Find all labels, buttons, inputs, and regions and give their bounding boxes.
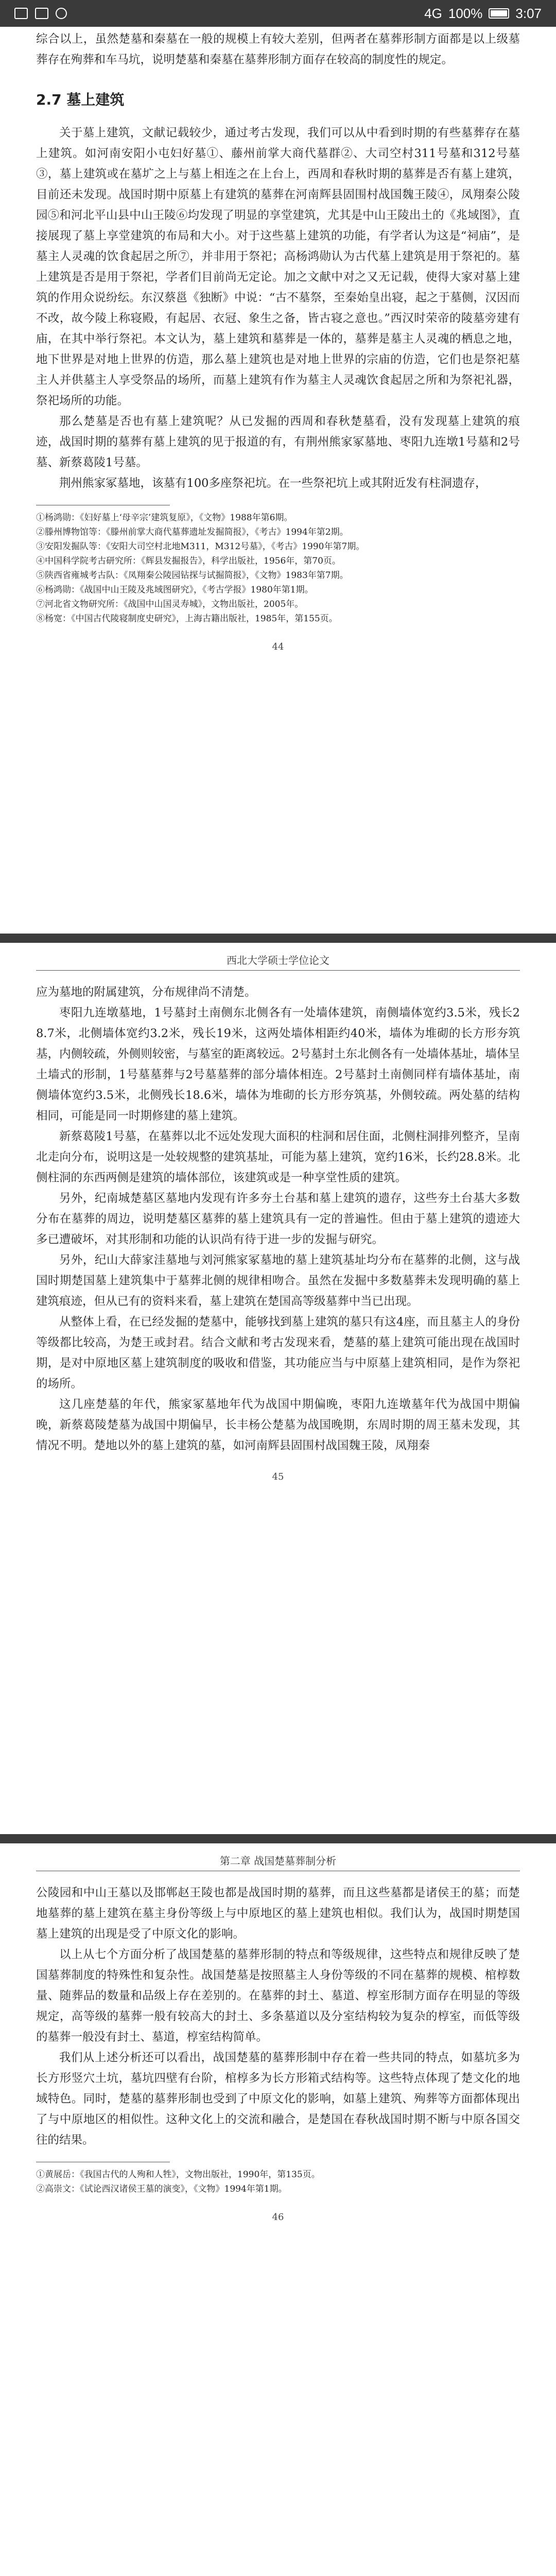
body-paragraph: 荆州熊家冢墓地，该墓有100多座祭祀坑。在一些祭祀坑上或其附近发有柱洞遗存，	[59, 477, 487, 490]
body-paragraph: 新蔡葛陵1号墓，在墓葬以北不远处发现大面积的柱洞和居住面，北侧柱洞排列整齐，呈南北走向分布，说明这是一处较规整的建筑基址，可能为墓上建筑，宽约16米，长约28.8米。北侧柱洞的东西两侧是建筑的墙体部位，该建筑或是一种享堂性质的建筑。	[36, 1130, 520, 1184]
footnote: ⑦河北省文物研究所：《战国中山国灵寿城》，文物出版社，2005年。	[36, 599, 304, 609]
running-header: 西北大学硕士学位论文	[36, 943, 520, 971]
footnote: ⑤陕西省雍城考古队：《凤翔秦公陵园钻探与试掘简报》，《文物》1983年第7期。	[36, 570, 349, 581]
footnote: ②滕州博物馆等：《滕州前掌大商代墓葬遗址发掘简报》，《考古》1994年第2期。	[36, 527, 349, 537]
footnote: ②高崇文：《试论西汉诸侯王墓的演变》，《文物》1994年第1期。	[36, 2184, 287, 2194]
notification-icon	[14, 8, 28, 19]
battery-icon	[489, 8, 509, 19]
status-bar	[0, 0, 556, 27]
image-icon	[35, 8, 48, 19]
body-paragraph: 应为墓地的附属建筑，分布规律尚不清楚。	[36, 986, 256, 999]
page-number: 46	[272, 2212, 284, 2223]
footnote: ③安阳发掘队等：《安阳大司空村北地M311，M312号墓》，《考古》1990年第7期。	[36, 541, 365, 552]
body-paragraph: 另外，纪南城楚墓区墓地内发现有许多夯土台基和墓上建筑的遗存，这些夯土台基大多数分布在墓葬的周边，说明楚墓区墓葬的墓上建筑具有一定的普遍性。但由于墓上建筑的遗迹大多已遭破坏，对其形制和功能的认识尚有待于进一步的发掘与研究。	[36, 1192, 520, 1246]
page-number: 44	[272, 641, 284, 652]
document-page-45	[0, 943, 556, 1834]
body-paragraph: 另外，纪山大薛家洼墓地与刘河熊家冢墓地的墓上建筑基址均分布在墓葬的北侧，这与战国时期楚国墓上建筑集中于墓葬北侧的规律相吻合。虽然在发掘中多数墓葬未发现明确的墓上建筑痕迹，但从已有的资料来看，墓上建筑在楚国高等级墓葬中当已出现。	[36, 1253, 520, 1308]
body-paragraph: 我们从上述分析还可以看出，战国楚墓的墓葬形制中存在着一些共同的特点，如墓坑多为长方形竖穴土坑，墓坑四壁有台阶，棺椁多为长方形箱式结构等。这些特点体现了楚文化的地域特色。同时，楚墓的墓葬形制也受到了中原文化的影响，如墓上建筑、殉葬等方面都体现出了与中原地区的相似性。这种文化上的交流和融合，是楚国在春秋战国时期不断与中原各国交往的结果。	[36, 2051, 520, 2147]
body-paragraph: 这几座楚墓的年代，熊家冢墓地年代为战国中期偏晚，枣阳九连墩墓年代为战国中期偏晚，新蔡葛陵楚墓为战国中期偏早，长丰杨公楚墓为战国晚期，东周时期的周王墓未发现，其情况不明。楚地以外的墓上建筑的墓，如河南辉县固围村战国魏王陵，凤翔秦	[36, 1398, 520, 1452]
body-paragraph: 公陵园和中山王墓以及邯郸赵王陵也都是战国时期的墓葬，而且这些墓都是诸侯王的墓；而楚地墓葬的墓上建筑在墓主身份等级上与中原地区的墓上建筑也相似。我们认为，战国时期楚国墓上建筑的出现是受了中原文化的影响。	[36, 1886, 520, 1941]
body-paragraph: 以上从七个方面分析了战国楚墓的墓葬形制的特点和等级规律，这些特点和规律反映了楚国墓葬制度的特殊性和复杂性。战国楚墓是按照墓主人身份等级的不同在墓葬的规模、棺椁数量、随葬品的数量和品级上存在差别的。在墓葬的封土、墓道、椁室形制方面存在明显的等级规定，高等级的墓葬一般有较高大的封土、多条墓道以及分室结构较为复杂的椁室，而低等级的墓葬一般没有封土、墓道，椁室结构简单。	[36, 1948, 520, 2044]
body-paragraph: 关于墓上建筑，文献记载较少，通过考古发现，我们可以从中看到时期的有些墓葬存在墓上建筑。如河南安阳小屯妇好墓①、藤州前掌大商代墓群②、大司空村311号墓和312号墓③，墓上建筑或在墓圹之上与墓上相连之在上台上，西周和春秋时期的墓葬是否有墓上建筑，目前还未发现。战国时期中原墓上有建筑的墓葬在河南辉县固围村战国魏王陵④，凤翔秦公陵园⑤和河北平山县中山王陵⑥均发现了明显的享堂建筑，尤其是中山王陵出土的《兆域图》，直接展现了墓上享堂建筑的布局和大小。对于这些墓上建筑的功能，有学者认为这是“祠庙”，是墓主人灵魂的饮食起居之所⑦，并非用于祭祀；高杨鸿勋认为古代墓上建筑是用于祭祀的。墓上建筑是否是用于祭祀，学者们目前尚无定论。加之文献中对之又无记载，使得大家对墓上建筑的作用众说纷纭。东汉蔡邕《独断》中说：“古不墓祭，至秦始皇出寝，起之于墓侧，汉因而不改，故今陵上称寝殿，有起居、衣冠、象生之备，皆古寝之意也。”西汉时荣帝的陵墓旁建有庙，在其中举行祭祀。本文认为，墓上建筑和墓葬是一体的，墓葬是墓主人灵魂的栖息之地，地下世界是对地上世界的仿造，那么墓上建筑也是对地上世界的宗庙的仿造，它们也是祭祀墓主人并供墓主人享受祭品的场所，而墓上建筑有作为墓主人灵魂饮食起居之所和为祭祀礼器，祭祀场所的功能。	[36, 126, 520, 408]
clock: 3:07	[515, 5, 542, 21]
body-paragraph: 从整体上看，在已经发掘的楚墓中，能够找到墓上建筑的墓只有这4座，而且墓主人的身份等级都比较高，为楚王或封君。结合文献和考古发现来看，楚墓的墓上建筑可能出现在战国时期，是对中原地区墓上建筑制度的吸收和借鉴，其功能应当与中原墓上建筑相同，是作为祭祀的场所。	[36, 1315, 520, 1391]
document-page-46	[0, 1843, 556, 2576]
battery-percent: 100%	[448, 5, 483, 21]
app-icon	[56, 8, 67, 19]
footnote: ⑧杨宽：《中国古代陵寝制度史研究》，上海古籍出版社，1985年，第155页。	[36, 614, 338, 624]
status-right	[424, 6, 542, 22]
status-left	[14, 8, 67, 19]
body-paragraph: 那么楚墓是否也有墓上建筑呢？从已发掘的西周和春秋楚墓看，没有发现墓上建筑的痕迹，战国时期的墓葬有墓上建筑的见于报道的有，有荆州熊家冢墓地、枣阳九连墩1号墓和2号墓、新蔡葛陵1号墓。	[36, 415, 520, 469]
document-page-44	[0, 0, 556, 934]
footnote: ⑥杨鸿勋：《战国中山王陵及兆域图研究》，《考古学报》1980年第1期。	[36, 585, 314, 595]
footnote: ④中国科学院考古研究所：《辉县发掘报告》，科学出版社，1956年，第70页。	[36, 556, 341, 566]
section-title: 2.7 墓上建筑	[36, 91, 125, 108]
footnote: ①黄展岳：《我国古代的人殉和人牲》，文物出版社，1990年，第135页。	[36, 2170, 320, 2180]
body-paragraph: 枣阳九连墩墓地，1号墓封土南侧东北侧各有一处墙体建筑，南侧墙体宽约3.5米，残长28.7米，北侧墙体宽约3.2米，残长19米，这两处墙体相距约40米，墙体为堆砌的长方形夯筑基，内侧较疏，外侧则较密，与墓室的距离较远。2号墓封土东北侧各有一处墙体基址，墙体呈土墙式的形制，1号墓墓葬与2号墓墓葬的部分墙体相连。2号墓封土南侧同样有墙体基址，南侧墙体宽约3.5米，北侧残长18.6米，墙体为堆砌的长方形夯筑基，外侧较疏。两处墓的结构相同，可能是同一时期修建的墓上建筑。	[36, 1006, 520, 1123]
page-number: 45	[272, 1471, 284, 1482]
intro-paragraph: 综合以上，虽然楚墓和秦墓在一般的规模上有较大差别，但两者在墓葬形制方面都是以上级墓葬存在殉葬和车马坑，说明楚墓和秦墓在墓葬形制方面存在较高的制度性的规定。	[36, 32, 520, 66]
running-header: 第二章 战国楚墓葬制分析	[36, 1843, 520, 1871]
footnote: ①杨鸿勋：《妇好墓上‘母辛宗’建筑复原》，《文物》1988年第6期。	[36, 513, 293, 523]
network-label: 4G	[424, 5, 442, 21]
